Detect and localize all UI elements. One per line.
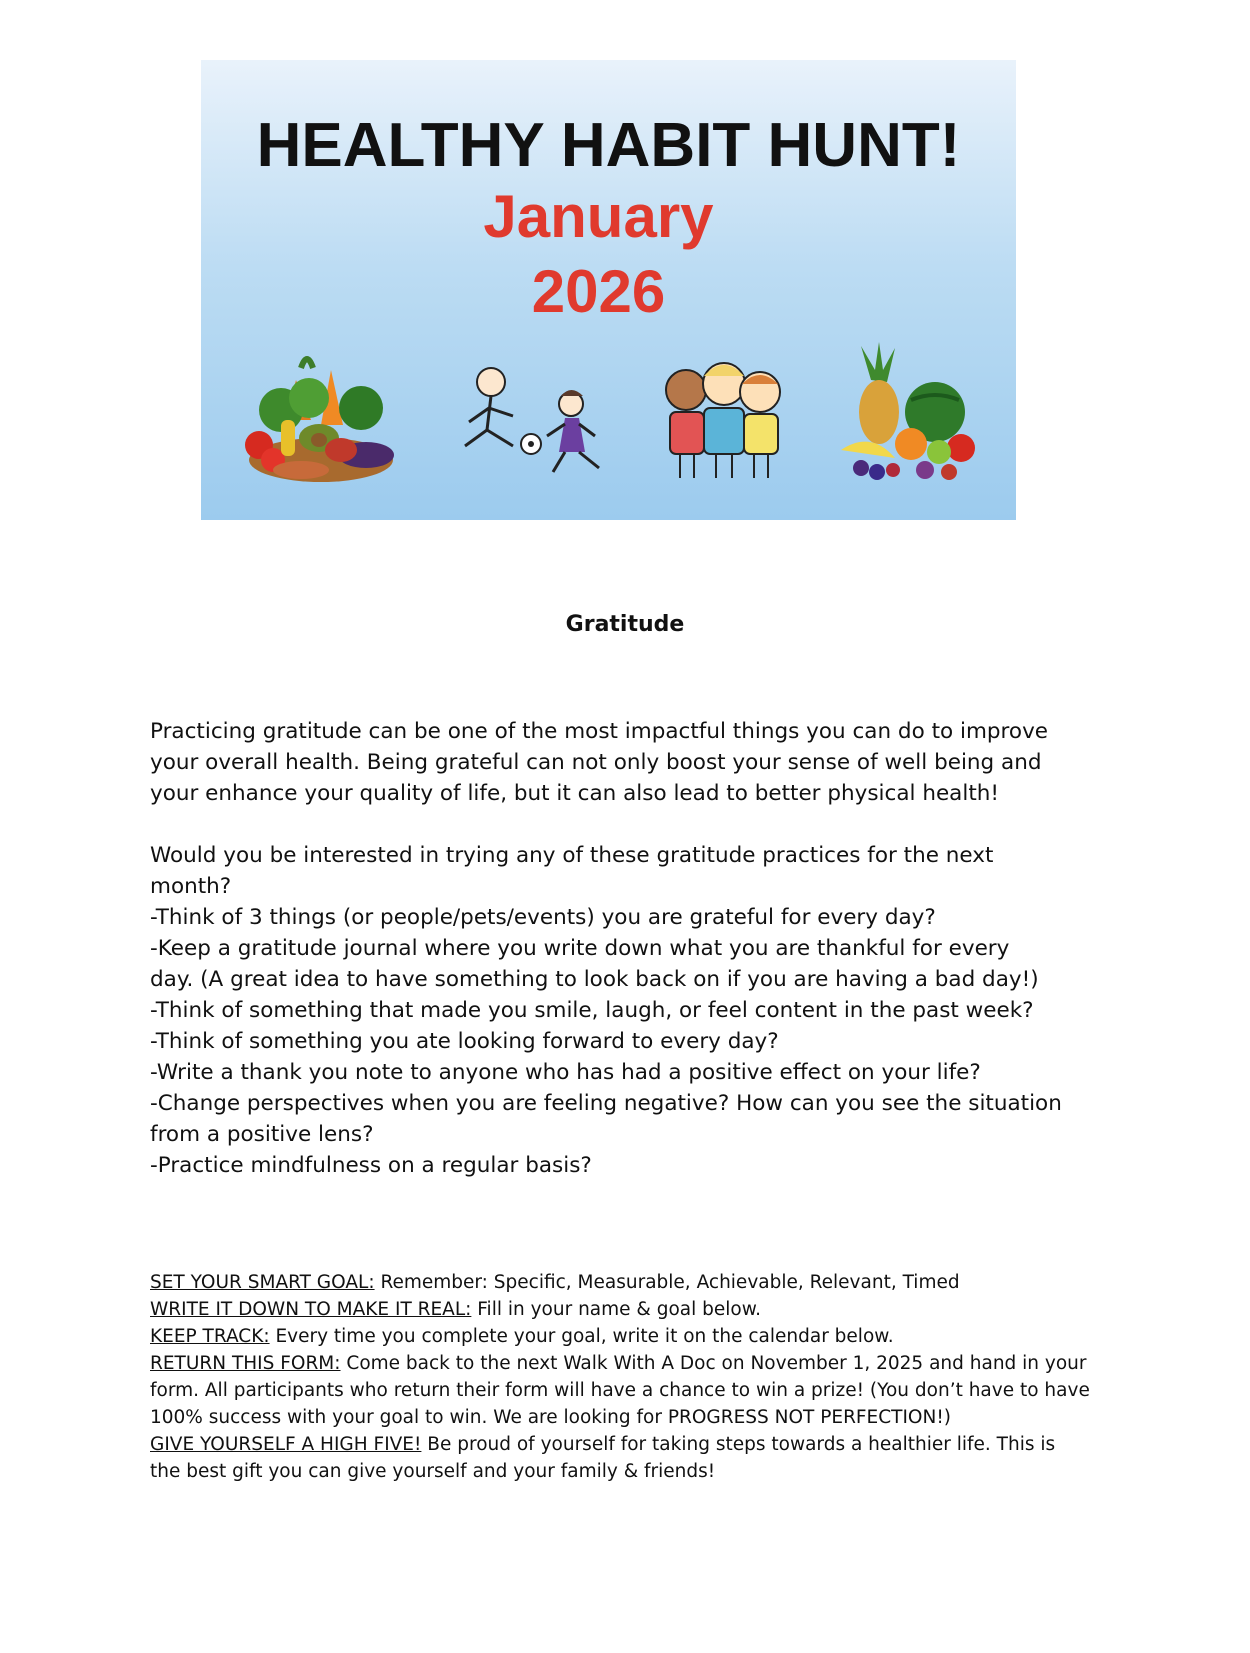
write-down-label: WRITE IT DOWN TO MAKE IT REAL: xyxy=(150,1299,472,1320)
return-form-text: Come back to the next Walk With A Doc on November 1, 2025 and hand in your xyxy=(340,1353,1087,1374)
question-line: -Think of 3 things (or people/pets/events) you are grateful for every day? xyxy=(150,905,936,930)
smart-goal-text: Remember: Specific, Measurable, Achievable, Relevant, Timed xyxy=(374,1272,960,1293)
return-form-line-3: 100% success with your goal to win. We are looking for PROGRESS NOT PERFECTION!) xyxy=(150,1407,951,1428)
question-line: month? xyxy=(150,874,232,899)
high-five-line-2: the best gift you can give yourself and your family & friends! xyxy=(150,1461,716,1482)
fruits-icon xyxy=(831,340,991,490)
intro-line: Practicing gratitude can be one of the most impactful things you can do to improve xyxy=(150,719,1049,744)
gratitude-body xyxy=(150,716,1130,1181)
banner-month: January xyxy=(483,183,714,250)
banner-title: HEALTHY HABIT HUNT! xyxy=(256,111,961,180)
smart-goal-label: SET YOUR SMART GOAL: xyxy=(150,1272,375,1293)
banner-year: 2026 xyxy=(531,258,666,325)
question-line: Would you be interested in trying any of these gratitude practices for the next xyxy=(150,843,994,868)
keep-track-line xyxy=(150,1323,1130,1350)
vegetables-icon xyxy=(241,350,401,490)
intro-line: your enhance your quality of life, but it can also lead to better physical health! xyxy=(150,781,1000,806)
keep-track-text: Every time you complete your goal, write it on the calendar below. xyxy=(269,1326,894,1347)
write-down-line xyxy=(150,1296,1130,1323)
kids-playing-soccer-icon xyxy=(441,360,621,490)
section-heading: Gratitude xyxy=(565,612,685,637)
high-five-line xyxy=(150,1431,1130,1458)
question-line: -Think of something that made you smile, laugh, or feel content in the past week? xyxy=(150,998,1034,1023)
question-line: -Think of something you ate looking forward to every day? xyxy=(150,1029,779,1054)
question-line: -Write a thank you note to anyone who has had a positive effect on your life? xyxy=(150,1060,981,1085)
return-form-line-2: form. All participants who return their form will have a chance to win a prize! (You don’t have to have xyxy=(150,1380,1090,1401)
goal-instructions xyxy=(150,1269,1130,1485)
return-form-line xyxy=(150,1350,1130,1377)
high-five-text: Be proud of yourself for taking steps towards a healthier life. This is xyxy=(421,1434,1056,1455)
kids-hugging-icon xyxy=(656,350,796,490)
banner xyxy=(201,60,1016,520)
smart-goal-line xyxy=(150,1269,1130,1296)
question-line: -Keep a gratitude journal where you write down what you are thankful for every xyxy=(150,936,1010,961)
question-line: -Practice mindfulness on a regular basis? xyxy=(150,1153,592,1178)
question-line: day. (A great idea to have something to look back on if you are having a bad day!) xyxy=(150,967,1039,992)
question-line: -Change perspectives when you are feeling negative? How can you see the situation xyxy=(150,1091,1062,1116)
keep-track-label: KEEP TRACK: xyxy=(150,1326,270,1347)
high-five-label: GIVE YOURSELF A HIGH FIVE! xyxy=(150,1434,422,1455)
write-down-text: Fill in your name & goal below. xyxy=(471,1299,762,1320)
intro-line: your overall health. Being grateful can not only boost your sense of well being and xyxy=(150,750,1042,775)
return-form-label: RETURN THIS FORM: xyxy=(150,1353,341,1374)
question-line: from a positive lens? xyxy=(150,1122,374,1147)
